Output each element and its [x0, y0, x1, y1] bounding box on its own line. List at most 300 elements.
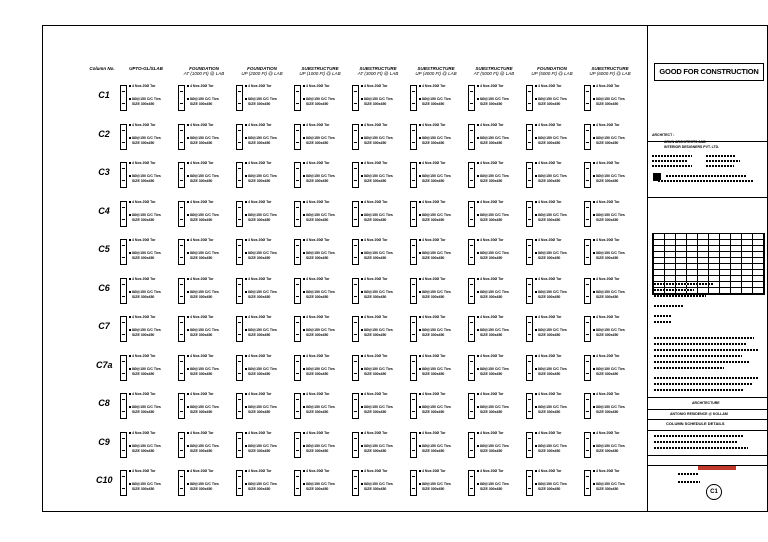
schedule-cell	[524, 314, 580, 344]
bar-marker	[129, 368, 131, 370]
notes-text	[654, 355, 742, 357]
column-section-icon	[178, 393, 185, 419]
ties-note: 8Ø@150 C/C Ties	[248, 366, 277, 371]
bar-marker	[129, 175, 131, 177]
schedule-cell	[118, 276, 174, 306]
rebar-note: 4 Nos 20Ø Tor	[480, 353, 504, 358]
column-section-icon	[584, 239, 591, 265]
ties-note: 8Ø@150 C/C Ties	[190, 174, 219, 178]
schedule-cell	[350, 430, 406, 460]
size-note: SIZE 300x450	[248, 333, 271, 337]
schedule-cell	[350, 353, 406, 383]
column-header-line2: UP (4000 Ft) @ LAB	[415, 71, 457, 76]
size-note: SIZE 300x450	[132, 102, 155, 106]
schedule-cell	[582, 122, 638, 152]
schedule-cell	[466, 276, 522, 306]
column-section-icon	[468, 278, 475, 304]
column-section-icon	[410, 85, 417, 111]
bar-marker	[187, 98, 189, 100]
ties-note: 8Ø@150 C/C Ties	[596, 366, 625, 371]
bar-marker	[303, 368, 305, 370]
ties-note: 8Ø@150 C/C Ties	[422, 251, 451, 255]
column-section-icon	[178, 355, 185, 381]
size-note: SIZE 300x450	[480, 179, 503, 183]
size-note: SIZE 300x450	[190, 217, 213, 222]
bar-marker	[187, 214, 189, 216]
schedule-cell	[524, 122, 580, 152]
rebar-note: 4 Nos 20Ø Tor	[248, 353, 272, 358]
material-table	[652, 233, 765, 295]
bar-marker	[361, 252, 363, 254]
column-section-icon	[526, 239, 533, 265]
column-section-icon	[236, 355, 243, 381]
ties-note: 8Ø@150 C/C Ties	[480, 97, 509, 101]
ties-note: 8Ø@150 C/C Ties	[190, 289, 219, 294]
size-note: SIZE 300x450	[422, 410, 445, 414]
bar-marker	[593, 483, 595, 485]
ties-note: 8Ø@150 C/C Ties	[306, 482, 335, 486]
bar-marker	[245, 291, 247, 293]
rebar-note: 4 Nos 20Ø Tor	[306, 353, 330, 358]
ties-note: 8Ø@150 C/C Ties	[306, 405, 335, 409]
ties-note: 8Ø@150 C/C Ties	[480, 366, 509, 371]
rebar-note: 4 Nos 20Ø Tor	[132, 315, 156, 319]
bar-marker	[593, 162, 595, 164]
bar-marker	[303, 329, 305, 331]
bar-marker	[129, 162, 131, 164]
rebar-note: 4 Nos 20Ø Tor	[538, 161, 562, 165]
size-note: SIZE 300x450	[248, 140, 271, 145]
size-note: SIZE 300x450	[306, 448, 329, 453]
column-section-icon	[410, 278, 417, 304]
column-section-icon	[526, 278, 533, 304]
rebar-note: 4 Nos 20Ø Tor	[596, 315, 620, 319]
size-note: SIZE 300x450	[538, 140, 561, 145]
bar-marker	[303, 98, 305, 100]
bar-marker	[361, 483, 363, 485]
bar-marker	[129, 278, 131, 280]
bar-marker	[593, 137, 595, 139]
ties-note: 8Ø@150 C/C Ties	[364, 405, 393, 409]
rebar-note: 4 Nos 20Ø Tor	[596, 122, 620, 127]
bar-marker	[477, 291, 479, 293]
project-label: ARCHITECTURE	[692, 401, 720, 405]
firm-name: ARUN ARCHITECTS AND	[664, 140, 706, 144]
schedule-cell	[408, 276, 464, 306]
ties-note: 8Ø@150 C/C Ties	[364, 443, 393, 448]
column-section-icon	[294, 470, 301, 496]
column-section-icon	[352, 162, 359, 188]
bar-marker	[419, 124, 421, 126]
column-section-icon	[410, 201, 417, 227]
column-section-icon	[294, 432, 301, 458]
size-note: SIZE 300x450	[422, 294, 445, 299]
bar-marker	[593, 201, 595, 203]
ties-note: 8Ø@150 C/C Ties	[248, 97, 277, 101]
ties-note: 8Ø@150 C/C Ties	[190, 443, 219, 448]
bar-marker	[187, 175, 189, 177]
rebar-note: 4 Nos 20Ø Tor	[480, 84, 504, 88]
bar-marker	[245, 239, 247, 241]
bar-marker	[535, 432, 537, 434]
size-note: SIZE 300x450	[596, 140, 619, 145]
ties-note: 8Ø@150 C/C Ties	[480, 212, 509, 217]
ties-note: 8Ø@150 C/C Ties	[132, 135, 161, 140]
size-note: SIZE 300x450	[538, 333, 561, 337]
ties-note: 8Ø@150 C/C Ties	[248, 289, 277, 294]
bar-marker	[477, 98, 479, 100]
bar-marker	[361, 239, 363, 241]
rebar-note: 4 Nos 20Ø Tor	[364, 353, 388, 358]
bar-marker	[593, 98, 595, 100]
rebar-note: 4 Nos 20Ø Tor	[538, 199, 562, 204]
size-note: SIZE 300x450	[422, 140, 445, 145]
rebar-note: 4 Nos 20Ø Tor	[306, 84, 330, 88]
column-section-icon	[468, 432, 475, 458]
schedule-cell	[466, 353, 522, 383]
bar-marker	[245, 124, 247, 126]
bar-marker	[535, 368, 537, 370]
size-note: SIZE 300x450	[132, 487, 155, 491]
bar-marker	[245, 201, 247, 203]
bar-marker	[477, 355, 479, 357]
column-section-icon	[178, 162, 185, 188]
bar-marker	[129, 393, 131, 395]
column-section-icon	[178, 85, 185, 111]
schedule-cell	[466, 391, 522, 421]
notes-text	[654, 349, 758, 351]
ties-note: 8Ø@150 C/C Ties	[190, 212, 219, 217]
rebar-note: 4 Nos 20Ø Tor	[364, 84, 388, 88]
rebar-note: 4 Nos 20Ø Tor	[596, 238, 620, 242]
bar-marker	[477, 432, 479, 434]
ties-note: 8Ø@150 C/C Ties	[190, 97, 219, 101]
size-note: SIZE 300x450	[190, 487, 213, 491]
bar-marker	[361, 175, 363, 177]
size-note: SIZE 300x450	[306, 179, 329, 183]
bar-marker	[245, 432, 247, 434]
bar-marker	[593, 252, 595, 254]
ties-note: 8Ø@150 C/C Ties	[538, 251, 567, 255]
schedule-cell	[582, 237, 638, 267]
column-section-icon	[410, 239, 417, 265]
ties-note: 8Ø@150 C/C Ties	[306, 97, 335, 101]
column-header-line2: AT (3000 Ft) @ LAB	[357, 71, 399, 76]
bar-marker	[361, 445, 363, 447]
bar-marker	[187, 432, 189, 434]
column-section-icon	[120, 393, 127, 419]
size-note: SIZE 300x450	[132, 256, 155, 260]
ties-note: 8Ø@150 C/C Ties	[306, 251, 335, 255]
bar-marker	[477, 278, 479, 280]
ties-note: 8Ø@150 C/C Ties	[480, 328, 509, 332]
ties-note: 8Ø@150 C/C Ties	[306, 212, 335, 217]
schedule-cell	[524, 353, 580, 383]
schedule-cell	[176, 314, 232, 344]
notes-text	[654, 389, 744, 391]
column-section-icon	[178, 201, 185, 227]
bar-marker	[535, 445, 537, 447]
rebar-note: 4 Nos 20Ø Tor	[306, 238, 330, 242]
rebar-note: 4 Nos 20Ø Tor	[422, 276, 446, 281]
bar-marker	[187, 291, 189, 293]
schedule-cell	[292, 199, 348, 229]
header-column-no: Column No.	[89, 66, 115, 71]
ties-note: 8Ø@150 C/C Ties	[132, 443, 161, 448]
schedule-cell	[582, 430, 638, 460]
column-section-icon	[352, 355, 359, 381]
column-schedule-table	[88, 66, 678, 506]
column-section-icon	[352, 124, 359, 150]
size-note: SIZE 300x450	[596, 333, 619, 337]
schedule-cell	[234, 237, 290, 267]
ties-note: 8Ø@150 C/C Ties	[132, 482, 161, 486]
schedule-cell	[176, 160, 232, 190]
rebar-note: 4 Nos 20Ø Tor	[480, 469, 504, 473]
size-note: SIZE 300x450	[190, 179, 213, 183]
rebar-note: 4 Nos 20Ø Tor	[422, 122, 446, 127]
divider	[648, 455, 768, 456]
column-section-icon	[120, 124, 127, 150]
ties-note: 8Ø@150 C/C Ties	[538, 212, 567, 217]
bar-marker	[187, 124, 189, 126]
bar-marker	[187, 470, 189, 472]
schedule-cell	[350, 276, 406, 306]
schedule-cell	[292, 468, 348, 498]
bar-marker	[477, 329, 479, 331]
ties-note: 8Ø@150 C/C Ties	[248, 174, 277, 178]
ties-note: 8Ø@150 C/C Ties	[480, 251, 509, 255]
column-header-line1: SUBSTRUCTURE	[591, 66, 629, 71]
bar-marker	[187, 483, 189, 485]
bar-marker	[245, 278, 247, 280]
ties-note: 8Ø@150 C/C Ties	[190, 251, 219, 255]
schedule-cell	[466, 199, 522, 229]
rebar-note: 4 Nos 20Ø Tor	[538, 122, 562, 127]
rebar-note: 4 Nos 20Ø Tor	[190, 84, 214, 88]
size-note: SIZE 300x450	[596, 410, 619, 414]
column-header-line2: UP (5000 Ft) @ LAB	[531, 71, 573, 76]
schedule-cell	[118, 237, 174, 267]
bar-marker	[535, 98, 537, 100]
size-note: SIZE 300x450	[538, 217, 561, 222]
revision-text	[654, 435, 744, 437]
size-note: SIZE 300x450	[538, 256, 561, 260]
firm-logo-icon	[698, 466, 736, 470]
bar-marker	[187, 85, 189, 87]
notes-text	[654, 367, 724, 369]
size-note: SIZE 300x450	[480, 448, 503, 453]
address-text	[652, 160, 688, 162]
size-note: SIZE 300x450	[248, 179, 271, 183]
column-section-icon	[410, 470, 417, 496]
column-section-icon	[584, 162, 591, 188]
bar-marker	[419, 316, 421, 318]
rebar-note: 4 Nos 20Ø Tor	[596, 353, 620, 358]
rebar-note: 4 Nos 20Ø Tor	[132, 469, 156, 473]
size-note: SIZE 300x450	[306, 140, 329, 145]
size-note: SIZE 300x450	[132, 140, 155, 145]
bar-marker	[245, 137, 247, 139]
column-header	[234, 66, 290, 76]
notes-text	[654, 305, 684, 307]
column-header	[466, 66, 522, 76]
ties-note: 8Ø@150 C/C Ties	[364, 482, 393, 486]
bar-marker	[187, 329, 189, 331]
bar-marker	[361, 98, 363, 100]
column-section-icon	[526, 124, 533, 150]
schedule-cell	[292, 237, 348, 267]
bar-marker	[593, 175, 595, 177]
schedule-cell	[176, 83, 232, 113]
bar-marker	[187, 445, 189, 447]
ties-note: 8Ø@150 C/C Ties	[306, 328, 335, 332]
rebar-note: 4 Nos 20Ø Tor	[538, 315, 562, 319]
ties-note: 8Ø@150 C/C Ties	[480, 174, 509, 178]
ties-note: 8Ø@150 C/C Ties	[132, 212, 161, 217]
rebar-note: 4 Nos 20Ø Tor	[364, 122, 388, 127]
column-header	[408, 66, 464, 76]
ties-note: 8Ø@150 C/C Ties	[596, 251, 625, 255]
column-section-icon	[236, 85, 243, 111]
size-note: SIZE 300x450	[306, 256, 329, 260]
schedule-cell	[292, 122, 348, 152]
rebar-note: 4 Nos 20Ø Tor	[248, 276, 272, 281]
bar-marker	[419, 355, 421, 357]
project-name: ANTONIO RESIDENCE @ KOLLAM	[670, 412, 728, 416]
column-header	[176, 66, 232, 76]
ties-note: 8Ø@150 C/C Ties	[132, 405, 161, 409]
column-header	[350, 66, 406, 76]
bar-marker	[245, 316, 247, 318]
bar-marker	[477, 162, 479, 164]
bar-marker	[535, 85, 537, 87]
ties-note: 8Ø@150 C/C Ties	[364, 212, 393, 217]
bar-marker	[593, 445, 595, 447]
ties-note: 8Ø@150 C/C Ties	[422, 212, 451, 217]
rebar-note: 4 Nos 20Ø Tor	[538, 430, 562, 435]
bar-marker	[419, 470, 421, 472]
schedule-cell	[176, 391, 232, 421]
bar-marker	[245, 329, 247, 331]
address-text	[652, 165, 692, 167]
divider	[648, 397, 768, 398]
size-note: SIZE 300x450	[364, 333, 387, 337]
schedule-cell	[350, 83, 406, 113]
schedule-cell	[524, 83, 580, 113]
column-section-icon	[584, 201, 591, 227]
bar-marker	[535, 406, 537, 408]
size-note: SIZE 300x450	[248, 410, 271, 414]
bar-marker	[245, 483, 247, 485]
schedule-cell	[176, 237, 232, 267]
column-section-icon	[584, 432, 591, 458]
size-note: SIZE 300x450	[538, 371, 561, 376]
column-section-icon	[178, 316, 185, 342]
bar-marker	[129, 137, 131, 139]
column-section-icon	[236, 162, 243, 188]
ties-note: 8Ø@150 C/C Ties	[364, 328, 393, 332]
schedule-cell	[292, 353, 348, 383]
size-note: SIZE 300x450	[480, 410, 503, 414]
rebar-note: 4 Nos 20Ø Tor	[132, 122, 156, 127]
ties-note: 8Ø@150 C/C Ties	[596, 97, 625, 101]
schedule-cell	[582, 353, 638, 383]
drawing-title: COLUMN SCHEDULE DETAILS	[666, 421, 725, 426]
row-label: C5	[98, 244, 110, 254]
column-header-line2: UP (2000 Ft) @ LAB	[241, 71, 283, 76]
column-section-icon	[410, 355, 417, 381]
rebar-note: 4 Nos 20Ø Tor	[596, 276, 620, 281]
bar-marker	[419, 393, 421, 395]
ties-note: 8Ø@150 C/C Ties	[132, 97, 161, 101]
column-section-icon	[120, 201, 127, 227]
rebar-note: 4 Nos 20Ø Tor	[248, 469, 272, 473]
size-note: SIZE 300x450	[190, 294, 213, 299]
column-section-icon	[410, 162, 417, 188]
rebar-note: 4 Nos 20Ø Tor	[190, 392, 214, 396]
ties-note: 8Ø@150 C/C Ties	[132, 289, 161, 294]
rebar-note: 4 Nos 20Ø Tor	[306, 392, 330, 396]
bar-marker	[361, 278, 363, 280]
size-note: SIZE 300x450	[480, 217, 503, 222]
ties-note: 8Ø@150 C/C Ties	[190, 328, 219, 332]
column-section-icon	[584, 85, 591, 111]
bar-marker	[187, 393, 189, 395]
ties-note: 8Ø@150 C/C Ties	[364, 135, 393, 140]
size-note: SIZE 300x450	[248, 371, 271, 376]
bar-marker	[361, 137, 363, 139]
column-section-icon	[468, 85, 475, 111]
bar-marker	[419, 214, 421, 216]
column-section-icon	[410, 393, 417, 419]
size-note: SIZE 300x450	[480, 102, 503, 106]
size-note: SIZE 300x450	[190, 102, 213, 106]
size-note: SIZE 300x450	[538, 179, 561, 183]
column-section-icon	[236, 201, 243, 227]
bar-marker	[535, 214, 537, 216]
bar-marker	[593, 329, 595, 331]
column-header-line1: FOUNDATION	[537, 66, 567, 71]
bar-marker	[535, 137, 537, 139]
schedule-cell	[176, 122, 232, 152]
rebar-note: 4 Nos 20Ø Tor	[538, 353, 562, 358]
rebar-note: 4 Nos 20Ø Tor	[364, 392, 388, 396]
bar-marker	[187, 278, 189, 280]
bar-marker	[477, 406, 479, 408]
bar-marker	[535, 483, 537, 485]
notes-text	[654, 377, 758, 379]
rebar-note: 4 Nos 20Ø Tor	[306, 122, 330, 127]
bar-marker	[477, 239, 479, 241]
column-section-icon	[236, 124, 243, 150]
column-section-icon	[178, 432, 185, 458]
size-note: SIZE 300x450	[190, 333, 213, 337]
bar-marker	[477, 470, 479, 472]
bar-marker	[535, 175, 537, 177]
column-section-icon	[526, 393, 533, 419]
column-header-line2: UP (6000 Ft) @ LAB	[589, 71, 631, 76]
size-note: SIZE 300x450	[132, 294, 155, 299]
column-section-icon	[410, 124, 417, 150]
ties-note: 8Ø@150 C/C Ties	[538, 482, 567, 486]
title-block	[647, 25, 768, 512]
column-section-icon	[120, 432, 127, 458]
column-header-line2: AT (5000 Ft) @ LAB	[473, 71, 515, 76]
ties-note: 8Ø@150 C/C Ties	[248, 405, 277, 409]
bar-marker	[419, 162, 421, 164]
schedule-cell	[234, 353, 290, 383]
